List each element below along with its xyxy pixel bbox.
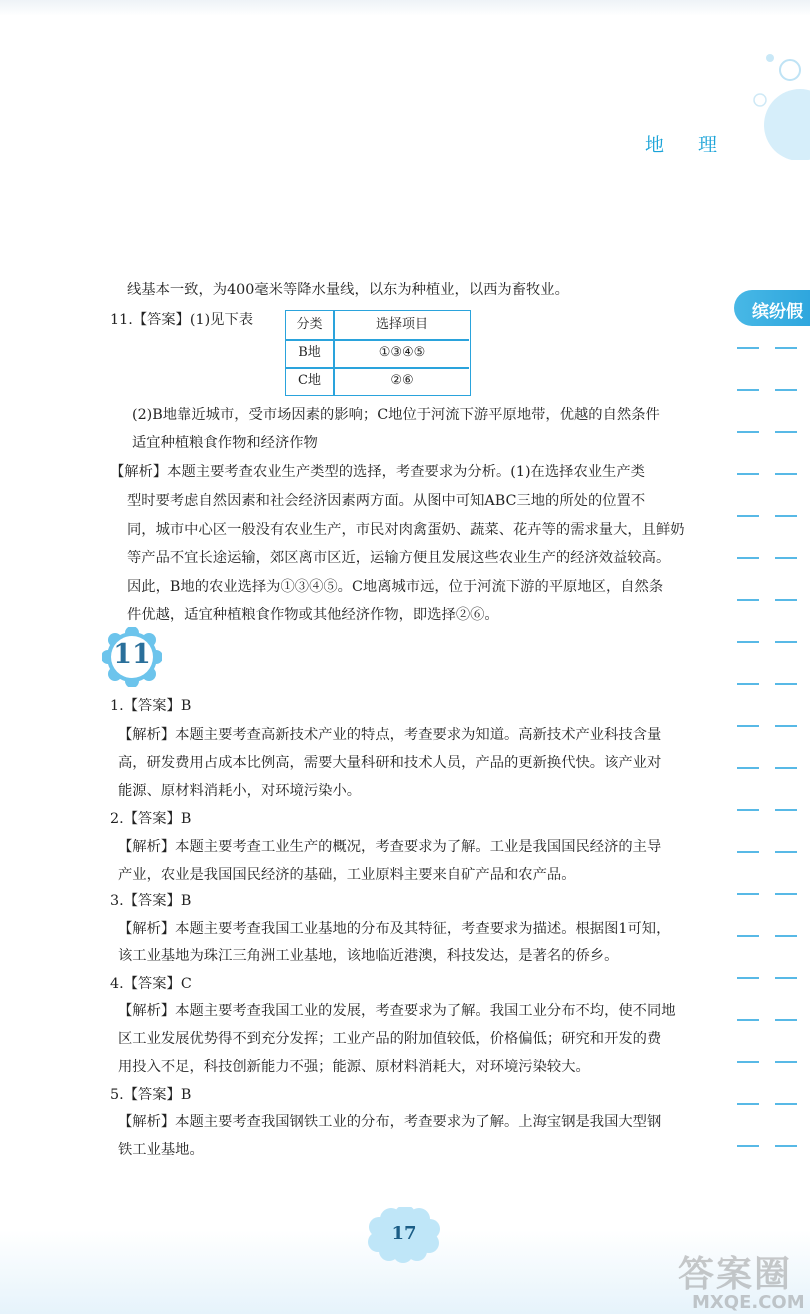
side-line bbox=[737, 767, 759, 769]
section-number: 11 bbox=[113, 639, 151, 670]
item-answer: 2.【答案】B bbox=[110, 811, 192, 827]
watermark-url: MXQE.COM bbox=[692, 1292, 805, 1313]
q11-analysis-line: 件优越，适宜种植粮食作物或其他经济作物，即选择②⑥。 bbox=[127, 607, 499, 623]
table-row bbox=[286, 339, 469, 367]
side-line bbox=[775, 893, 797, 895]
table-header-cell: 选择项目 bbox=[375, 317, 428, 332]
side-line bbox=[737, 557, 759, 559]
q11-part2-line: (2)B地靠近城市，受市场因素的影响；C地位于河流下游平原地带，优越的自然条件 bbox=[132, 407, 660, 423]
side-line bbox=[775, 1061, 797, 1063]
item-answer: 4.【答案】C bbox=[110, 976, 192, 992]
item-analysis-line: 【解析】本题主要考查我国钢铁工业的分布，考查要求为了解。上海宝钢是我国大型钢 bbox=[118, 1114, 662, 1130]
item-analysis-line: 用投入不足，科技创新能力不强；能源、原材料消耗大，对环境污染较大。 bbox=[118, 1059, 590, 1075]
side-line bbox=[737, 1061, 759, 1063]
table-header-cell: 分类 bbox=[296, 317, 323, 332]
subject-title: 地 理 bbox=[645, 134, 732, 156]
side-line bbox=[737, 1145, 759, 1147]
side-line bbox=[737, 389, 759, 391]
side-line bbox=[775, 935, 797, 937]
side-line bbox=[737, 473, 759, 475]
item-analysis-line: 铁工业基地。 bbox=[118, 1142, 204, 1158]
side-line bbox=[775, 347, 797, 349]
q11-analysis-line: 型时要考虑自然因素和社会经济因素两方面。从图中可知ABC三地的所处的位置不 bbox=[127, 493, 646, 509]
q11-answer-label: 11.【答案】(1)见下表 bbox=[110, 312, 254, 328]
answer-table bbox=[285, 310, 471, 396]
table-cell: C地 bbox=[298, 373, 321, 388]
side-line bbox=[775, 515, 797, 517]
q11-analysis-line: 等产品不宜长途运输，郊区离市区近，运输方便且发展这些农业生产的经济效益较高。 bbox=[127, 550, 671, 566]
top-band bbox=[0, 0, 810, 16]
decorative-bubbles bbox=[720, 40, 810, 160]
item-analysis-line: 高，研发费用占成本比例高，需要大量科研和技术人员，产品的更新换代快。该产业对 bbox=[118, 755, 662, 771]
side-line bbox=[775, 557, 797, 559]
side-line bbox=[775, 977, 797, 979]
side-line bbox=[737, 599, 759, 601]
side-line bbox=[775, 1019, 797, 1021]
side-line bbox=[737, 977, 759, 979]
side-line bbox=[775, 389, 797, 391]
side-tab bbox=[734, 290, 810, 326]
side-line bbox=[737, 893, 759, 895]
side-line bbox=[775, 1145, 797, 1147]
side-line bbox=[775, 767, 797, 769]
side-line bbox=[737, 809, 759, 811]
side-line bbox=[737, 431, 759, 433]
side-line bbox=[737, 347, 759, 349]
intro-line: 线基本一致，为400毫米等降水量线，以东为种植业，以西为畜牧业。 bbox=[127, 282, 569, 298]
item-analysis-line: 区工业发展优势得不到充分发挥；工业产品的附加值较低，价格偏低；研究和开发的费 bbox=[118, 1031, 662, 1047]
side-line bbox=[737, 725, 759, 727]
section-badge bbox=[102, 627, 162, 687]
table-header-row bbox=[286, 311, 469, 339]
side-line bbox=[737, 683, 759, 685]
side-line bbox=[775, 725, 797, 727]
table-cell: ②⑥ bbox=[390, 373, 414, 388]
side-line bbox=[737, 641, 759, 643]
side-line bbox=[775, 431, 797, 433]
page-number-badge bbox=[365, 1207, 443, 1263]
page-number: 17 bbox=[391, 1223, 417, 1244]
side-tab-label: 缤纷假 bbox=[752, 302, 803, 322]
side-line bbox=[775, 809, 797, 811]
item-analysis-line: 产业，农业是我国国民经济的基础，工业原料主要来自矿产品和农产品。 bbox=[118, 867, 576, 883]
item-analysis-line: 【解析】本题主要考查高新技术产业的特点，考查要求为知道。高新技术产业科技含量 bbox=[118, 727, 662, 743]
side-line bbox=[737, 515, 759, 517]
side-line bbox=[775, 1103, 797, 1105]
side-line bbox=[775, 473, 797, 475]
side-line bbox=[737, 851, 759, 853]
item-analysis-line: 该工业基地为珠江三角洲工业基地，该地临近港澳，科技发达，是著名的侨乡。 bbox=[118, 948, 619, 964]
side-line bbox=[737, 1019, 759, 1021]
q11-analysis-line: 【解析】本题主要考查农业生产类型的选择，考查要求为分析。(1)在选择农业生产类 bbox=[110, 464, 645, 480]
table-cell: ①③④⑤ bbox=[378, 345, 426, 360]
item-analysis-line: 【解析】本题主要考查我国工业基地的分布及其特征，考查要求为描述。根据图1可知， bbox=[118, 921, 671, 937]
site-watermark bbox=[672, 1244, 810, 1314]
side-line bbox=[737, 935, 759, 937]
item-analysis-line: 【解析】本题主要考查工业生产的概况，考查要求为了解。工业是我国国民经济的主导 bbox=[118, 839, 662, 855]
q11-analysis-line: 因此，B地的农业选择为①③④⑤。C地离城市远，位于河流下游的平原地区，自然条 bbox=[127, 579, 664, 595]
item-answer: 5.【答案】B bbox=[110, 1087, 192, 1103]
watermark-text: 答案圈 bbox=[678, 1254, 793, 1295]
side-line bbox=[775, 641, 797, 643]
side-line bbox=[775, 851, 797, 853]
table-row bbox=[286, 367, 469, 395]
q11-part2-line: 适宜种植粮食作物和经济作物 bbox=[132, 435, 318, 451]
item-analysis-line: 能源、原材料消耗小，对环境污染小。 bbox=[118, 783, 362, 799]
item-answer: 1.【答案】B bbox=[110, 698, 192, 714]
table-cell: B地 bbox=[298, 345, 321, 360]
q11-analysis-line: 同，城市中心区一般没有农业生产，市民对肉禽蛋奶、蔬菜、花卉等的需求量大，且鲜奶 bbox=[127, 522, 685, 538]
side-line bbox=[775, 683, 797, 685]
side-line bbox=[775, 599, 797, 601]
item-answer: 3.【答案】B bbox=[110, 893, 192, 909]
side-line bbox=[737, 1103, 759, 1105]
item-analysis-line: 【解析】本题主要考查我国工业的发展，考查要求为了解。我国工业分布不均，使不同地 bbox=[118, 1003, 676, 1019]
